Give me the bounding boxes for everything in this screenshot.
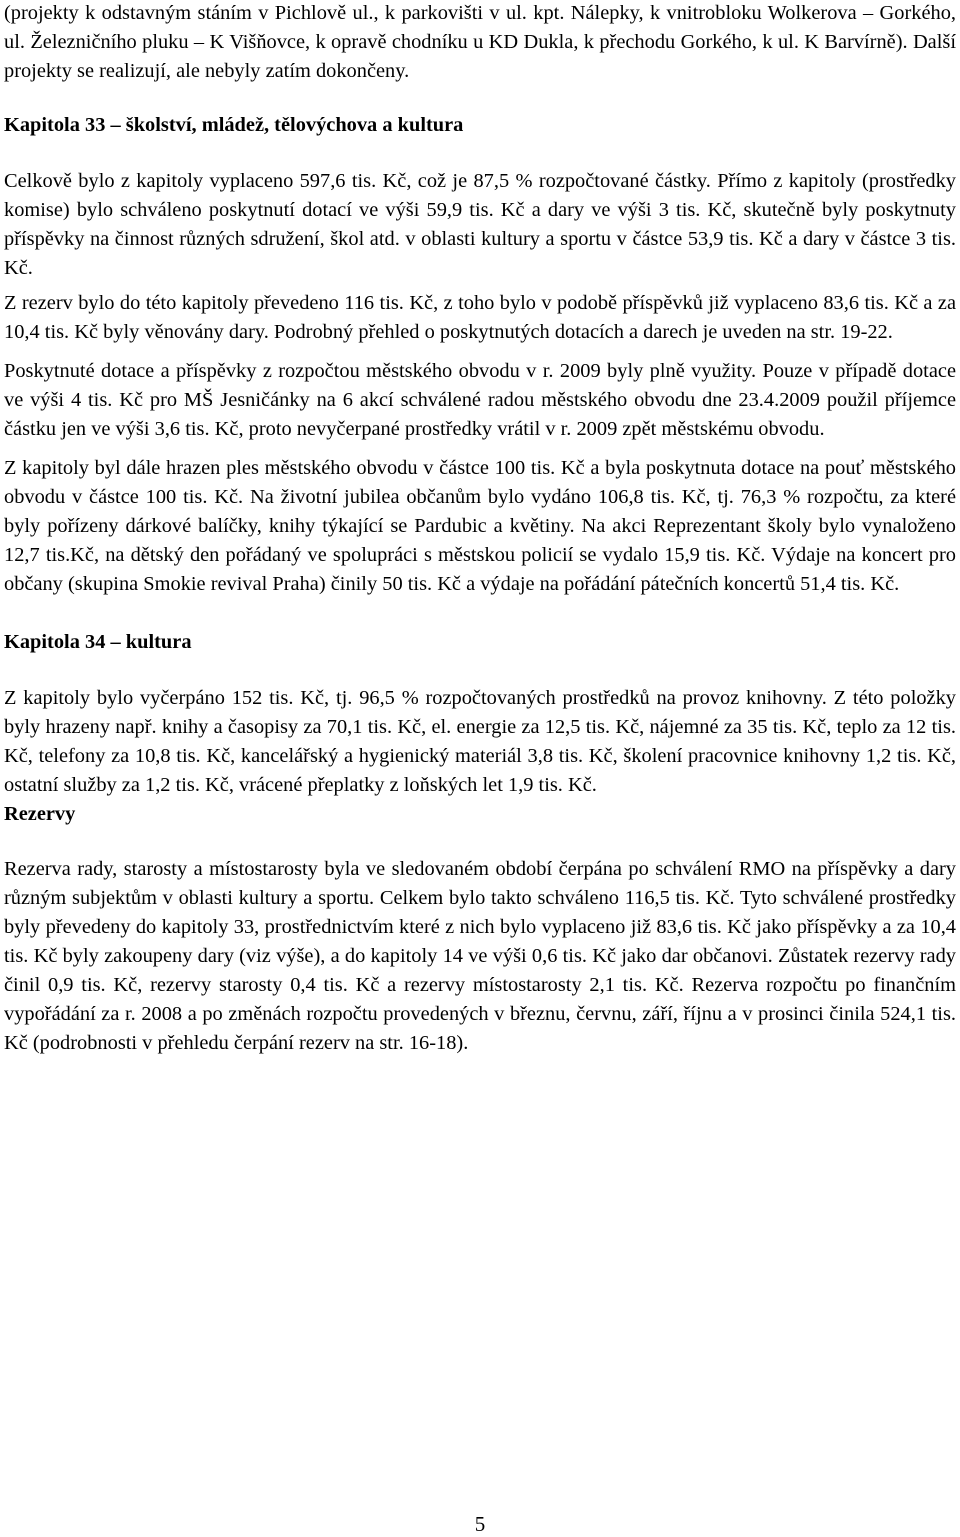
reserves-paragraph: Rezerva rady, starosty a místostarosty byla ve sledovaném období čerpána po schválení RMO na příspěvky a dary různým subjektům v oblasti kultury a sportu. Celkem bylo takto schváleno 116,5 tis. Kč. Tyto schválené prostředky byly převedeny do kapitoly 33, prostřednictvím které z nich bylo vyplaceno již 83,6 tis. Kč jako příspěvky a za 10,4 tis. Kč byly zakoupeny dary (viz výše), a do kapitoly 14 ve výši 0,6 tis. Kč jako dar občanovi. Zůstatek rezervy rady činil 0,9 tis. Kč, rezervy starosty 0,4 tis. Kč a rezervy místostarosty 2,1 tis. Kč. Rezerva rozpočtu po finančním vypořádání za r. 2008 a po změnách rozpočtu provedených v březnu, červnu, září, říjnu a v prosinci činila 524,1 tis. Kč (podrobnosti v přehledu čerpání rezerv na str. 16-18).: [4, 858, 956, 1054]
page-number: 5: [474, 1512, 486, 1536]
chapter-34-paragraph: Z kapitoly bylo vyčerpáno 152 tis. Kč, tj. 96,5 % rozpočtovaných prostředků na provoz knihovny. Z této položky byly hrazeny např. knihy a časopisy za 70,1 tis. Kč, el. energie za 12,5 tis. Kč, nájemné za 35 tis. Kč, teplo za 12 tis. Kč, telefony za 10,8 tis. Kč, kancelářský a hygienický materiál 3,8 tis. Kč, školení pracovnice knihovny 1,2 tis. Kč, ostatní služby za 1,2 tis. Kč, vrácené přeplatky z loňských let 1,9 tis. Kč.: [4, 687, 956, 796]
chapter-33-paragraph-1: Celkově bylo z kapitoly vyplaceno 597,6 tis. Kč, což je 87,5 % rozpočtované částky. Přímo z kapitoly (prostředky komise) bylo schváleno poskytnutí dotací ve výši 59,9 tis. Kč a dary ve výši 3 tis. Kč, skutečně byly poskytnuty příspěvky na činnost různých sdružení, škol atd. v oblasti kultury a sportu v částce 53,9 tis. Kč a dary v částce 3 tis. Kč.: [4, 170, 956, 279]
reserves-heading: Rezervy: [4, 803, 76, 825]
document-page: [4, 0, 956, 1058]
intro-paragraph: (projekty k odstavným stáním v Pichlově ul., k parkovišti v ul. kpt. Nálepky, k vnitrobloku Wolkerova – Gorkého, ul. Železničního pluku – K Višňovce, k opravě chodníku u KD Dukla, k přechodu Gorkého, k ul. K Barvírně). Další projekty se realizují, ale nebyly zatím dokončeny.: [4, 2, 956, 82]
chapter-33-paragraph-4: Z kapitoly byl dále hrazen ples městského obvodu v částce 100 tis. Kč a byla poskytnuta dotace na pouť městského obvodu v částce 100 tis. Kč. Na životní jubilea občanům bylo vydáno 106,8 tis. Kč, tj. 76,3 % rozpočtu, za které byly pořízeny dárkové balíčky, knihy týkající se Pardubic a květiny. Na akci Reprezentant školy bylo vynaloženo 12,7 tis.Kč, na dětský den pořádaný ve spolupráci s městskou policií se vydalo 15,9 tis. Kč. Výdaje na koncert pro občany (skupina Smokie revival Praha) činily 50 tis. Kč a výdaje na pořádání pátečních koncertů 51,4 tis. Kč.: [4, 457, 956, 595]
chapter-33-heading: Kapitola 33 – školství, mládež, tělovýchova a kultura: [4, 114, 464, 136]
chapter-33-paragraph-3: Poskytnuté dotace a příspěvky z rozpočtou městského obvodu v r. 2009 byly plně využity. Pouze v případě dotace ve výši 4 tis. Kč pro MŠ Jesničánky na 6 akcí schválené radou městského obvodu dne 23.4.2009 použil příjemce částku jen ve výši 3,6 tis. Kč, proto nevyčerpané prostředky vrátil v r. 2009 zpět městskému obvodu.: [4, 360, 956, 440]
chapter-33-paragraph-2: Z rezerv bylo do této kapitoly převedeno 116 tis. Kč, z toho bylo v podobě příspěvků již vyplaceno 83,6 tis. Kč a za 10,4 tis. Kč byly věnovány dary. Podrobný přehled o poskytnutých dotacích a darech je uveden na str. 19-22.: [4, 292, 956, 343]
chapter-34-heading: Kapitola 34 – kultura: [4, 631, 192, 653]
